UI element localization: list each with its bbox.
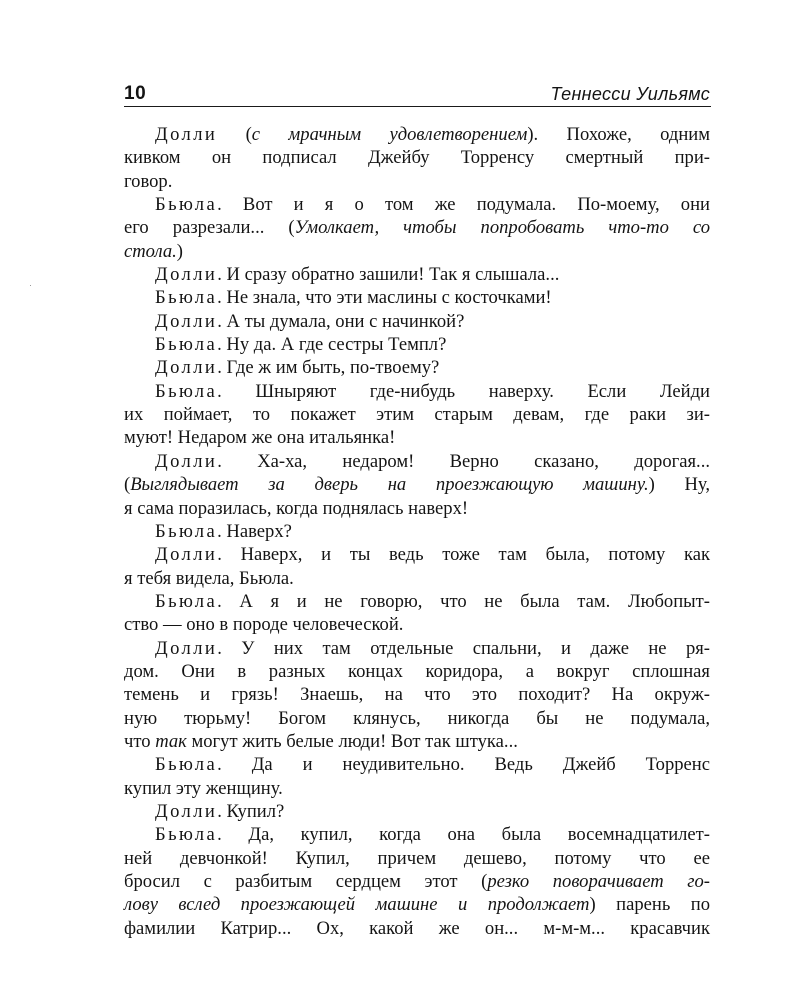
dialogue-text: . Где ж им быть, по-твоему? <box>217 357 440 379</box>
text-line <box>124 310 710 333</box>
speaker-name: Долли <box>155 800 218 822</box>
dialogue-text: муют! Недаром же она итальянка! <box>124 427 396 449</box>
page-number: 10 <box>124 83 147 104</box>
text-line <box>124 823 710 846</box>
text-line <box>124 870 710 893</box>
text-line <box>124 193 710 216</box>
stage-direction: лову вслед проезжающей машине и продолжает <box>124 894 590 916</box>
dialogue-text: темень и грязь! Знаешь, на что это походит? На окруж- <box>124 684 710 706</box>
text-line <box>124 333 710 356</box>
speaker-name: Бьюла <box>155 520 218 542</box>
stage-direction: так <box>155 730 187 752</box>
text-line <box>124 520 710 543</box>
dialogue-text: дом. Они в разных концах коридора, а вокруг сплошная <box>124 660 710 682</box>
dialogue-text: ) Ну, <box>648 474 710 496</box>
dialogue-text: его разрезали... ( <box>124 217 295 239</box>
text-line <box>124 426 710 449</box>
speaker-name: Долли <box>155 357 218 379</box>
speaker-name: Долли <box>155 637 218 659</box>
dialogue-text: купил эту женщину. <box>124 777 283 799</box>
dialogue-text: . Ну да. А где сестры Темпл? <box>217 334 447 356</box>
text-line <box>124 730 710 753</box>
text-line <box>124 473 710 496</box>
dialogue-text: . Да и неудивительно. Ведь Джейб Торренс <box>217 754 710 776</box>
text-line <box>124 753 710 776</box>
dialogue-text: что <box>124 730 156 752</box>
page-header <box>124 82 710 106</box>
text-line <box>124 590 710 613</box>
dialogue-text: . А я и не говорю, что не была там. Любопыт- <box>217 590 710 612</box>
text-line <box>124 567 710 590</box>
dialogue-text: . Ха-ха, недаром! Верно сказано, дорогая... <box>217 450 710 472</box>
text-line <box>124 123 710 146</box>
scan-speck <box>30 285 31 286</box>
text-line <box>124 893 710 916</box>
dialogue-text: . Купил? <box>217 800 285 822</box>
dialogue-text: фамилии Катрир... Ох, какой же он... м-м-м... красавчик <box>124 917 710 939</box>
text-line <box>124 497 710 520</box>
dialogue-text: . Не знала, что эти маслины с косточками! <box>217 287 552 309</box>
speaker-name: Бьюла <box>155 380 218 402</box>
text-line <box>124 613 710 636</box>
dialogue-text: ( <box>124 474 131 496</box>
text-line <box>124 450 710 473</box>
dialogue-text: кивком он подписал Джейбу Торренсу смертный при- <box>124 147 710 169</box>
dialogue-text: . Вот и я о том же подумала. По-моему, они <box>217 194 710 216</box>
dialogue-text: бросил с разбитым сердцем этот ( <box>124 871 488 892</box>
text-line <box>124 286 710 309</box>
text-line <box>124 403 710 426</box>
dialogue-text: . Да, купил, когда она была восемнадцатилет- <box>217 824 710 846</box>
running-title: Теннесси Уильямс <box>550 84 710 104</box>
text-line <box>124 637 710 660</box>
text-line <box>124 146 710 169</box>
header-rule <box>124 106 711 107</box>
text-line <box>124 170 710 193</box>
dialogue-text: я сама поразилась, когда поднялась наверх! <box>124 497 469 519</box>
dialogue-text: их поймает, то покажет этим старым девам, где раки зи- <box>124 404 710 426</box>
text-line <box>124 660 710 683</box>
speaker-name: Бьюла <box>155 824 218 846</box>
text-line <box>124 263 710 286</box>
dialogue-text: . У них там отдельные спальни, и даже не ря- <box>217 637 710 659</box>
speaker-name: Бьюла <box>155 334 218 356</box>
play-text <box>124 123 710 940</box>
dialogue-text: ство — оно в породе человеческой. <box>124 614 404 636</box>
dialogue-text: я тебя видела, Бьюла. <box>124 567 294 589</box>
speaker-name: Бьюла <box>155 287 218 309</box>
speaker-name: Бьюла <box>155 194 218 216</box>
text-line <box>124 380 710 403</box>
stage-direction: с мрачным удовлетворением <box>251 124 528 145</box>
dialogue-text: ней девчонкой! Купил, причем дешево, потому что ее <box>124 847 710 869</box>
speaker-name: Бьюла <box>155 590 218 612</box>
stage-direction: резко поворачивает го- <box>487 871 710 892</box>
text-line <box>124 800 710 823</box>
speaker-name: Долли <box>155 264 218 286</box>
dialogue-text: . Наверх? <box>217 520 292 542</box>
speaker-name: Бьюла <box>155 754 218 776</box>
dialogue-text: . Шныряют где-нибудь наверху. Если Лейди <box>217 380 710 402</box>
stage-direction: Умолкает, чтобы попробовать что-то со <box>294 217 711 239</box>
text-line <box>124 240 710 263</box>
text-line <box>124 683 710 706</box>
stage-direction: Выглядывает за дверь на проезжающую машину. <box>130 474 649 496</box>
dialogue-text: . А ты думала, они с начинкой? <box>217 310 465 332</box>
text-line <box>124 543 710 566</box>
text-line <box>124 847 710 870</box>
text-line <box>124 707 710 730</box>
text-line <box>124 216 710 239</box>
text-line <box>124 356 710 379</box>
stage-direction: стола. <box>124 240 177 262</box>
dialogue-text: ную тюрьму! Богом клянусь, никогда бы не подумала, <box>124 707 710 729</box>
dialogue-text: ( <box>217 124 252 145</box>
speaker-name: Долли <box>155 450 218 472</box>
dialogue-text: . И сразу обратно зашили! Так я слышала... <box>217 264 560 286</box>
dialogue-text: ) <box>176 240 183 262</box>
dialogue-text: ) парень по <box>589 894 710 916</box>
text-line <box>124 777 710 800</box>
speaker-name: Долли <box>155 544 218 566</box>
dialogue-text: ). Похоже, одним <box>527 124 710 145</box>
speaker-name: Долли <box>155 124 218 145</box>
dialogue-text: могут жить белые люди! Вот так штука... <box>186 730 518 752</box>
dialogue-text: . Наверх, и ты ведь тоже там была, потому как <box>217 544 710 566</box>
text-line <box>124 917 710 940</box>
dialogue-text: говор. <box>124 170 173 192</box>
speaker-name: Долли <box>155 310 218 332</box>
